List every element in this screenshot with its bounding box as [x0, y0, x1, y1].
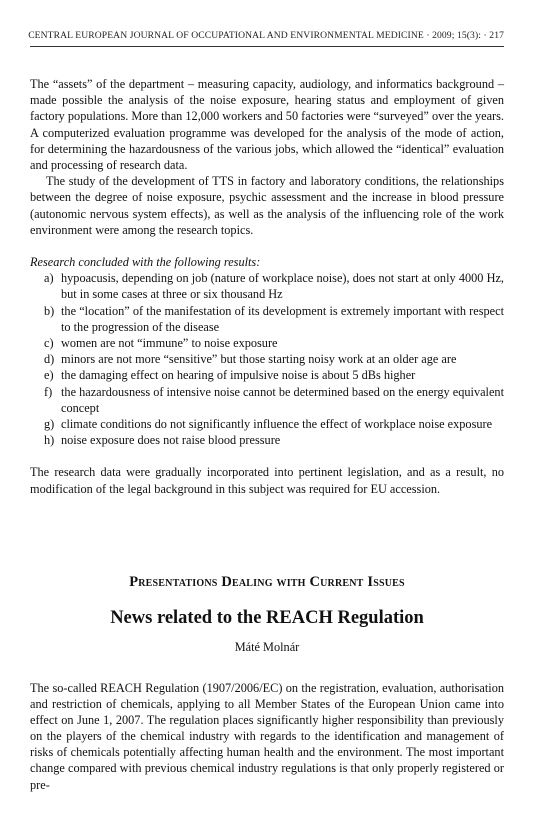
- list-item-text: the damaging effect on hearing of impulsive noise is about 5 dBs higher: [61, 368, 416, 383]
- list-marker: e): [44, 368, 54, 383]
- list-item: [30, 303, 504, 335]
- list-marker: h): [44, 433, 55, 448]
- intro-paragraph-2: The study of the development of TTS in factory and laboratory conditions, the relationships between the degree of noise exposure, psychic assessment and the increase in blood pressure (autonomic nervous system effects), as well as the analysis of the influencing role of the work environment were among the research topics.: [30, 174, 504, 237]
- list-marker: b): [44, 303, 55, 318]
- article-author: Máté Molnár: [234, 640, 300, 654]
- list-item-text: climate conditions do not significantly influence the effect of workplace noise exposure: [61, 417, 493, 432]
- body-text: [30, 76, 504, 497]
- list-marker: c): [44, 336, 54, 351]
- list-item: [30, 367, 504, 383]
- list-item: [30, 270, 504, 302]
- header-rule: [30, 46, 504, 47]
- list-marker: g): [44, 417, 55, 432]
- results-list: [30, 270, 504, 448]
- list-item-text: hypoacusis, depending on job (nature of workplace noise), does not start at only 4000 Hz, but in some cases at three or six thousand Hz: [61, 271, 504, 302]
- list-item-text: minors are not more “sensitive” but those starting noisy work at an older age are: [61, 352, 457, 367]
- article-paragraph-1: The so-called REACH Regulation (1907/2006/EC) on the registration, evaluation, authorisation and restriction of chemicals, applying to all Member States of the European Union came into effect on June 1, 2007. The regulation places significantly higher responsibility than previously on the players of the chemical industry with regards to the identification and management of risks of chemicals potentially affecting human health and the environment. The most important change compared with previous chemical industry regulations is that only properly registered or pre-: [30, 681, 504, 792]
- section-heading: Presentations Dealing with Current Issues: [129, 574, 405, 590]
- list-marker: d): [44, 352, 55, 367]
- list-marker: f): [44, 384, 53, 399]
- list-item: [30, 432, 504, 448]
- running-header: CENTRAL EUROPEAN JOURNAL OF OCCUPATIONAL AND ENVIRONMENTAL MEDICINE · 2009; 15(3): · 217: [28, 30, 504, 41]
- list-item-text: the hazardousness of intensive noise cannot be determined based on the energy equivalent concept: [61, 384, 504, 415]
- list-item: [30, 351, 504, 367]
- article-title: News related to the REACH Regulation: [110, 608, 424, 628]
- results-lead: Research concluded with the following results:: [30, 255, 261, 270]
- list-item-text: noise exposure does not raise blood pressure: [61, 433, 281, 448]
- list-item: [30, 416, 504, 432]
- article-body: [30, 680, 504, 793]
- list-item-text: the “location” of the manifestation of its development is extremely important with respect to the progression of the disease: [61, 303, 504, 334]
- list-item: [30, 335, 504, 351]
- intro-paragraph-1: The “assets” of the department – measuring capacity, audiology, and informatics background – made possible the analysis of the noise exposure, hearing status and employment of given factory populations. More than 12,000 workers and 50 factories were “surveyed” over the years. A computerized evaluation programme was developed for the analysis of the mode of action, for determining the hazardousness of the various jobs, which allowed the “identical” evaluation and processing of research data.: [30, 77, 504, 173]
- list-item: [30, 384, 504, 416]
- results-closing-paragraph: The research data were gradually incorporated into pertinent legislation, and as a result, no modification of the legal background in this subject was required for EU accession.: [30, 465, 504, 496]
- list-item-text: women are not “immune” to noise exposure: [61, 336, 278, 351]
- list-marker: a): [44, 271, 54, 286]
